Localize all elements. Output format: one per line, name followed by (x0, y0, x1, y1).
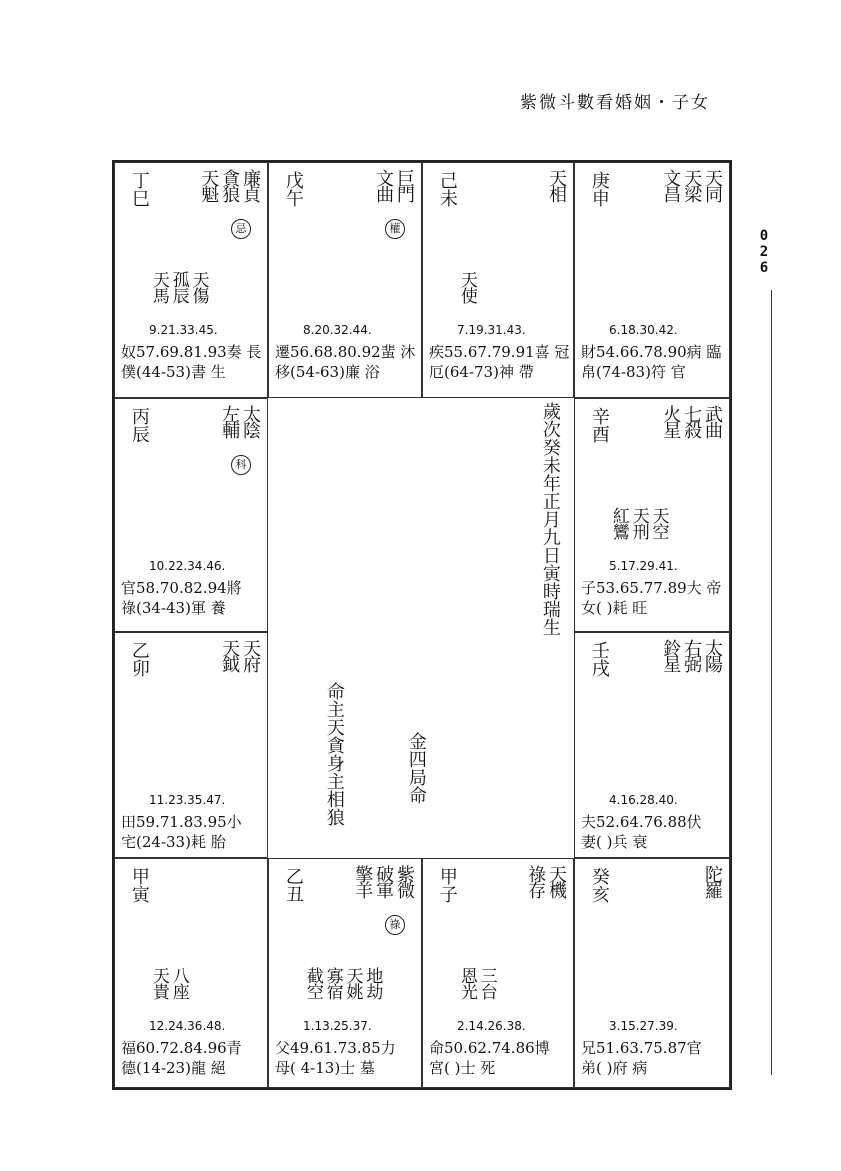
palace-you (574, 398, 730, 632)
age-list: 9.21.33.45. (149, 323, 218, 337)
star: 祿存 (525, 865, 547, 897)
minor-star: 恩光 (456, 967, 477, 999)
palace-wei (422, 162, 574, 398)
minor-star: 寡宿 (322, 967, 343, 999)
page-number: 026 (756, 228, 772, 276)
age-list: 6.18.30.42. (609, 323, 678, 337)
minor-star: 天傷 (188, 271, 209, 303)
main-stars (373, 169, 413, 201)
main-stars (219, 639, 259, 671)
palace-row-2: 德(14-23)龍 絕 (121, 1059, 226, 1077)
minor-star: 天刑 (628, 507, 649, 539)
palace-row-2: 祿(34-43)軍 養 (121, 599, 226, 617)
palace-row-2: 宅(24-33)耗 胎 (121, 833, 226, 851)
palace-stem: 癸亥 (588, 867, 610, 903)
minor-stars (149, 967, 187, 999)
star: 貪狼 (219, 169, 241, 201)
age-list: 11.23.35.47. (149, 793, 226, 807)
minor-stars (302, 967, 383, 999)
palace-stem: 辛酉 (588, 407, 610, 443)
center-life-line: 命主天貪 (323, 682, 345, 754)
star: 陀羅 (702, 865, 723, 897)
star: 太陽 (702, 639, 723, 671)
main-stars (352, 865, 413, 897)
star: 破軍 (373, 865, 395, 897)
main-stars (702, 865, 721, 897)
palace-stem: 乙丑 (282, 867, 304, 903)
palace-hai (574, 858, 730, 1088)
palace-row-2: 帛(74-83)符 官 (581, 363, 686, 381)
star: 天機 (546, 865, 567, 897)
star: 天梁 (681, 169, 703, 201)
star: 巨門 (394, 169, 415, 201)
star: 廉貞 (240, 169, 261, 201)
minor-star: 紅鸞 (608, 507, 629, 539)
transform-badge: 忌 (231, 219, 251, 239)
minor-star: 地劫 (362, 967, 383, 999)
minor-star: 三台 (476, 967, 497, 999)
star: 右弼 (681, 639, 703, 671)
palace-stem: 壬戌 (588, 641, 610, 677)
age-list: 1.13.25.37. (303, 1019, 372, 1033)
main-stars (660, 405, 721, 437)
minor-stars (457, 271, 475, 303)
palace-row-1: 疾55.67.79.91喜 冠 (429, 343, 570, 361)
palace-xu (574, 632, 730, 858)
minor-star: 天空 (648, 507, 669, 539)
palace-row-2: 移(54-63)廉 浴 (275, 363, 380, 381)
minor-star: 截空 (302, 967, 323, 999)
palace-row-1: 命50.62.74.86博 (429, 1039, 550, 1057)
minor-star: 天馬 (148, 271, 169, 303)
star: 天相 (546, 169, 567, 201)
star: 七殺 (681, 405, 703, 437)
center-title: 歲次癸未年正月九日寅時瑞生 (539, 402, 561, 636)
center-body-line: 身主相狼 (323, 754, 345, 826)
minor-star: 孤辰 (168, 271, 189, 303)
center-ju: 金四局命 (405, 732, 427, 804)
palace-row-2: 僕(44-53)書 生 (121, 363, 226, 381)
star: 武曲 (702, 405, 723, 437)
main-stars (660, 639, 721, 671)
palace-wu (268, 162, 422, 398)
star: 太陰 (240, 405, 261, 437)
palace-stem: 庚申 (588, 171, 610, 207)
palace-row-1: 子53.65.77.89大 帝 (581, 579, 722, 597)
minor-star: 天姚 (342, 967, 363, 999)
palace-shen (574, 162, 730, 398)
palace-stem: 乙卯 (128, 641, 150, 677)
palace-chen (114, 398, 268, 632)
palace-row-1: 財54.66.78.90病 臨 (581, 343, 722, 361)
palace-si (114, 162, 268, 398)
star: 紫微 (394, 865, 415, 897)
minor-star: 天使 (456, 271, 477, 303)
minor-stars (149, 271, 207, 303)
minor-stars (457, 967, 495, 999)
age-list: 3.15.27.39. (609, 1019, 678, 1033)
transform-badge: 祿 (385, 915, 405, 935)
main-stars (525, 865, 565, 897)
palace-stem: 甲子 (436, 867, 458, 903)
palace-yin (114, 858, 268, 1088)
palace-row-2: 厄(64-73)神 帶 (429, 363, 534, 381)
main-stars (198, 169, 259, 201)
star: 火星 (660, 405, 682, 437)
astrology-chart (112, 160, 732, 1090)
star: 天府 (240, 639, 261, 671)
palace-row-1: 兄51.63.75.87官 (581, 1039, 702, 1057)
star: 天魁 (198, 169, 220, 201)
age-list: 4.16.28.40. (609, 793, 678, 807)
center-life-body (324, 682, 343, 826)
palace-row-1: 奴57.69.81.93奏 長 (121, 343, 262, 361)
star: 天鉞 (219, 639, 241, 671)
age-list: 10.22.34.46. (149, 559, 226, 573)
star: 文曲 (373, 169, 395, 201)
palace-stem: 戊午 (282, 171, 304, 207)
main-stars (219, 405, 259, 437)
palace-zi (422, 858, 574, 1088)
palace-stem: 己未 (436, 171, 458, 207)
main-stars (546, 169, 565, 201)
palace-row-1: 遷56.68.80.92蜚 沐 (275, 343, 416, 361)
palace-stem: 甲寅 (128, 867, 150, 903)
star: 擎羊 (352, 865, 374, 897)
main-stars (660, 169, 721, 201)
palace-row-2: 母( 4-13)士 墓 (275, 1059, 375, 1077)
palace-row-1: 田59.71.83.95小 (121, 813, 242, 831)
minor-star: 天貴 (148, 967, 169, 999)
palace-row-2: 弟( )府 病 (581, 1059, 648, 1077)
palace-stem: 丁巳 (128, 171, 150, 207)
palace-row-2: 妻( )兵 衰 (581, 833, 648, 851)
palace-row-1: 父49.61.73.85力 (275, 1039, 396, 1057)
palace-chou (268, 858, 422, 1088)
transform-badge: 權 (385, 219, 405, 239)
star: 文昌 (660, 169, 682, 201)
palace-row-2: 宮( )士 死 (429, 1059, 496, 1077)
star: 天同 (702, 169, 723, 201)
palace-mao (114, 632, 268, 858)
minor-star: 八座 (168, 967, 189, 999)
star: 鈴星 (660, 639, 682, 671)
age-list: 2.14.26.38. (457, 1019, 526, 1033)
palace-row-1: 夫52.64.76.88伏 (581, 813, 702, 831)
age-list: 8.20.32.44. (303, 323, 372, 337)
palace-stem: 丙辰 (128, 407, 150, 443)
minor-stars (609, 507, 667, 539)
age-list: 12.24.36.48. (149, 1019, 226, 1033)
palace-row-2: 女( )耗 旺 (581, 599, 648, 617)
star: 左輔 (219, 405, 241, 437)
margin-rule (771, 290, 772, 1075)
palace-row-1: 福60.72.84.96青 (121, 1039, 242, 1057)
page-header: 紫微斗數看婚姻・子女 (520, 93, 710, 113)
palace-row-1: 官58.70.82.94將 (121, 579, 242, 597)
transform-badge: 科 (231, 455, 251, 475)
age-list: 5.17.29.41. (609, 559, 678, 573)
age-list: 7.19.31.43. (457, 323, 526, 337)
